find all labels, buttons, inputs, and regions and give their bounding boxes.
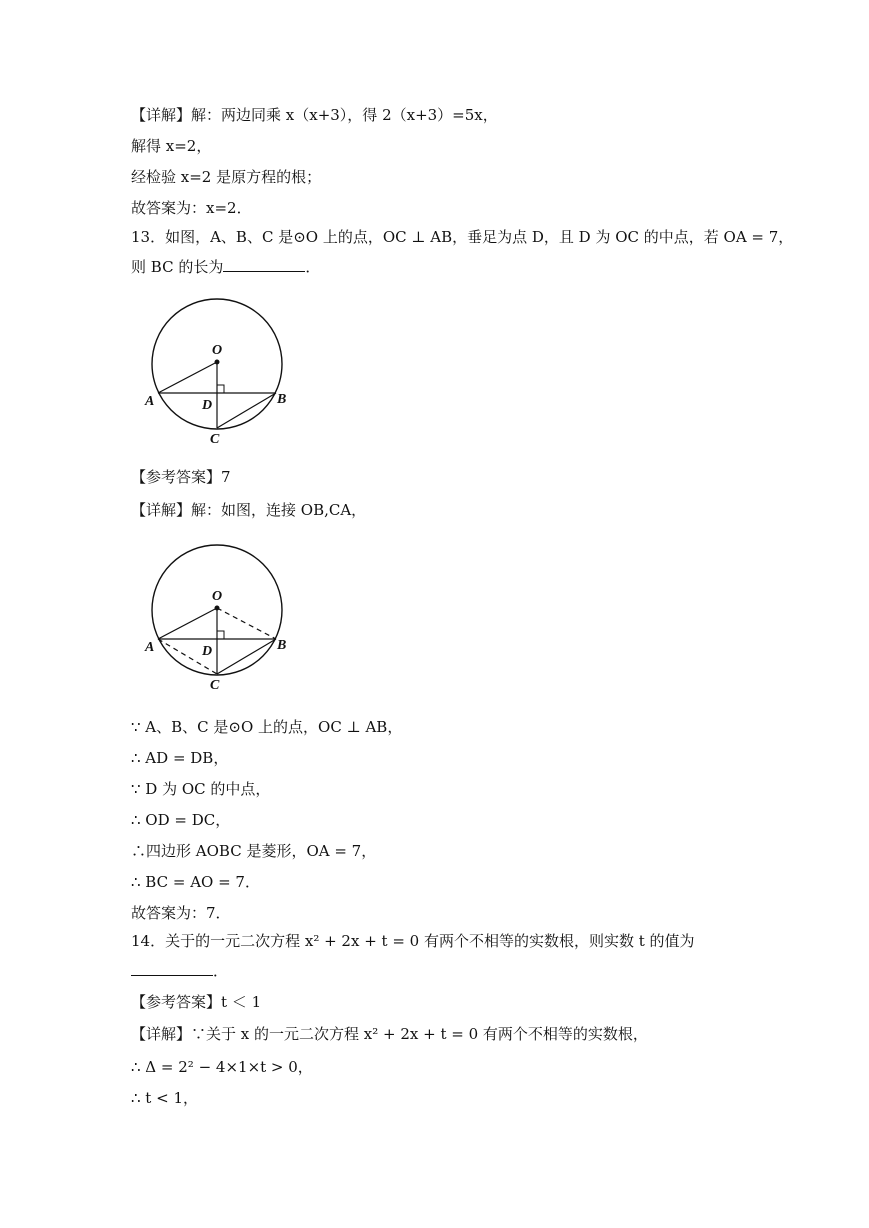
answer-blank — [223, 257, 305, 272]
detail-14: 【详解】∵关于 x 的一元二次方程 x² + 2x + t = 0 有两个不相等的实数根， — [131, 1025, 648, 1043]
solution-line: ∴四边形 AOBC 是菱形，OA = 7， — [131, 842, 377, 860]
answer-14: 【参考答案】t ＜ 1 — [131, 993, 262, 1011]
step-14-1: ∴ Δ = 2² − 4×1×t > 0， — [131, 1058, 313, 1076]
segment-cb — [217, 393, 276, 428]
solution-line: ∴ AD = DB， — [131, 749, 229, 767]
circle-figure-2 — [140, 534, 310, 699]
solution-line: ∴ BC = AO = 7． — [131, 873, 260, 891]
question-14-suffix: ． — [213, 962, 229, 980]
text-line: 解得 x=2， — [131, 137, 212, 155]
label-o: O — [212, 589, 223, 604]
right-angle-mark — [217, 385, 224, 393]
label-o: O — [212, 343, 223, 358]
question-13-prefix: 则 BC 的长为 — [131, 258, 224, 276]
question-14-line1: 14．关于的一元二次方程 x² + 2x + t = 0 有两个不相等的实数根，则实数 t 的值为 — [131, 932, 695, 950]
center-point — [215, 360, 220, 365]
dashed-segment-ob — [217, 608, 276, 639]
label-d: D — [202, 398, 213, 413]
question-14-line2 — [131, 961, 228, 981]
label-b: B — [277, 392, 287, 407]
center-point — [215, 606, 220, 611]
segment-cb — [217, 639, 276, 674]
solution-line: 故答案为：7． — [131, 904, 231, 922]
label-a: A — [145, 640, 155, 655]
question-13-suffix: ． — [305, 258, 321, 276]
solution-line: ∵ D 为 OC 的中点， — [131, 780, 271, 798]
solution-line: ∴ OD = DC， — [131, 811, 231, 829]
segment-oa — [158, 608, 217, 639]
detail-13: 【详解】解：如图，连接 OB,CA， — [131, 501, 367, 519]
answer-13: 【参考答案】7 — [131, 468, 231, 486]
question-13-line1: 13．如图，A、B、C 是⊙O 上的点，OC ⊥ AB，垂足为点 D，且 D 为 OC 的中点，若 OA = 7， — [131, 228, 794, 246]
answer-blank — [131, 961, 213, 976]
label-a: A — [145, 394, 155, 409]
circle-figure-1 — [140, 288, 310, 453]
right-angle-mark — [217, 631, 224, 639]
text-line: 【详解】解：两边同乘 x（x+3），得 2（x+3）=5x， — [131, 106, 498, 124]
text-line: 故答案为：x=2． — [131, 199, 252, 217]
label-c: C — [210, 678, 220, 693]
text-line: 经检验 x=2 是原方程的根； — [131, 168, 322, 186]
label-b: B — [277, 638, 287, 653]
label-d: D — [202, 644, 213, 659]
label-c: C — [210, 432, 220, 447]
solution-line: ∵ A、B、C 是⊙O 上的点，OC ⊥ AB， — [131, 718, 403, 736]
question-13-line2 — [131, 257, 320, 277]
step-14-2: ∴ t < 1， — [131, 1089, 198, 1107]
segment-oa — [158, 362, 217, 393]
